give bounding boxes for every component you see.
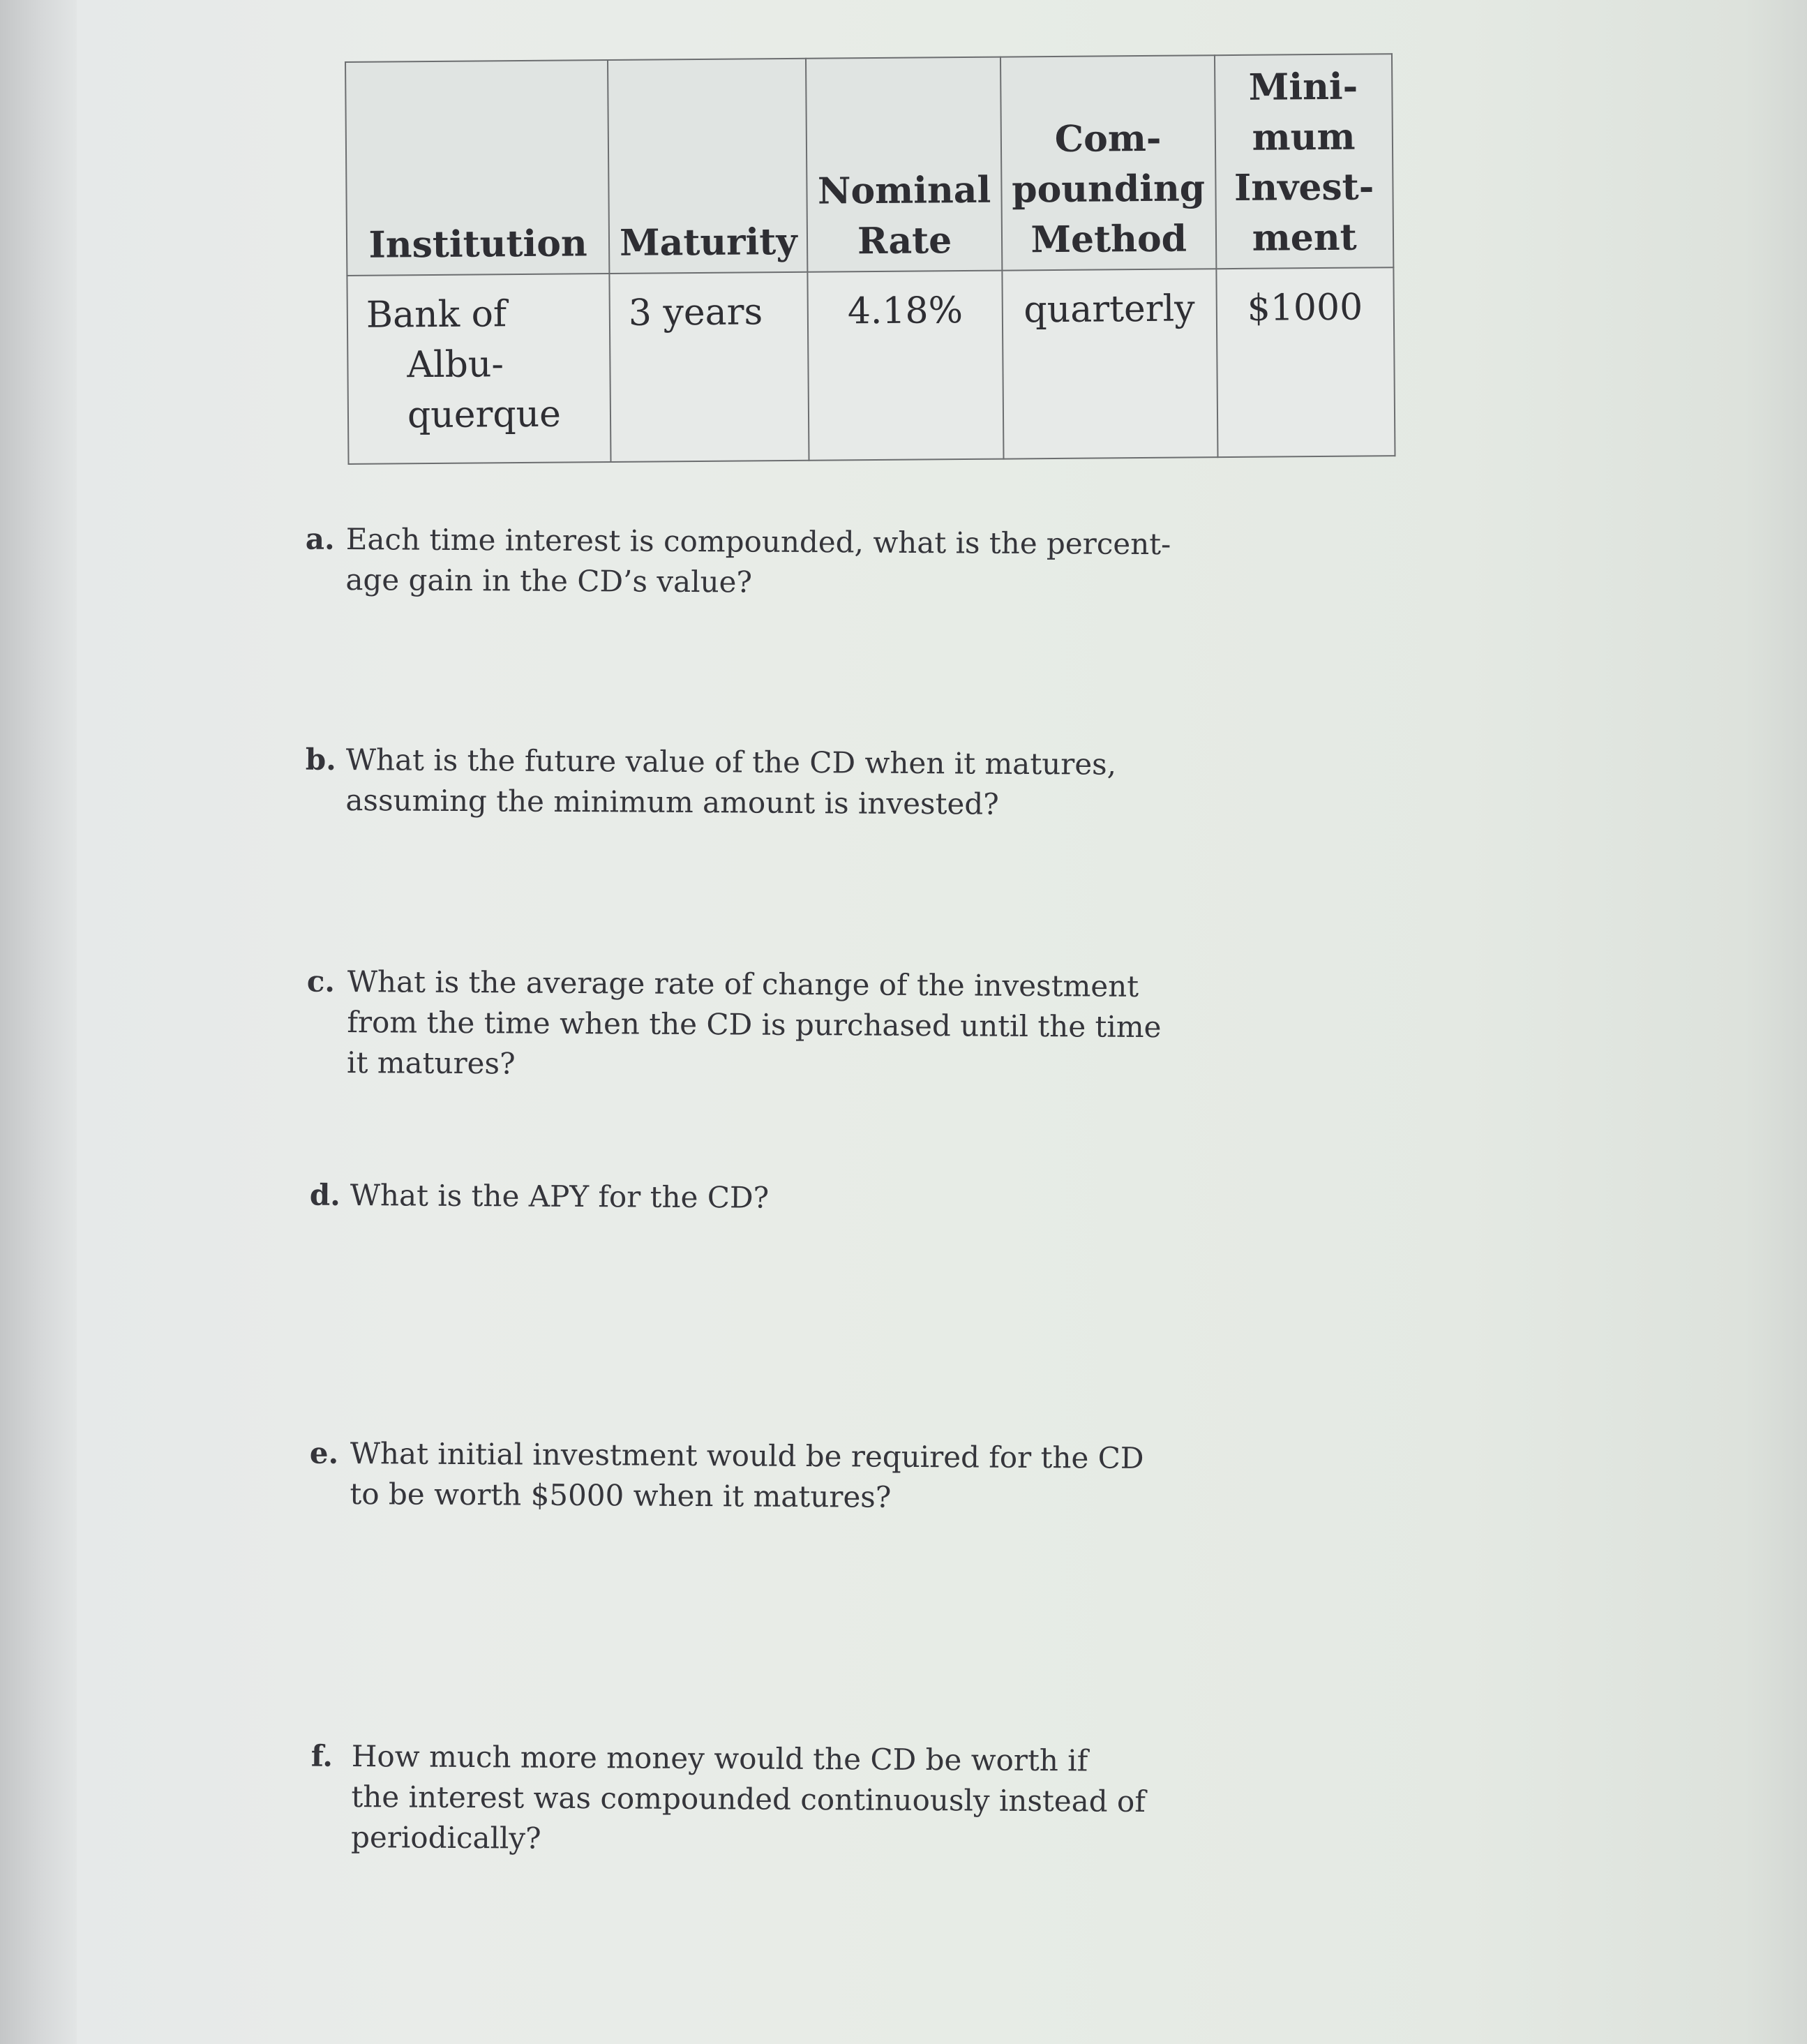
question-f-line-1: How much more money would the CD be worth if xyxy=(351,1739,1088,1778)
cell-maturity xyxy=(609,272,809,462)
header-compounding-line-1: Com- xyxy=(1054,117,1162,161)
question-e-letter: e. xyxy=(309,1435,339,1470)
header-maturity-line-1: Maturity xyxy=(619,220,797,264)
cell-institution-line-1: Bank of xyxy=(366,293,507,336)
question-c-line-3: it matures? xyxy=(346,1045,516,1081)
header-institution-line-1: Institution xyxy=(368,222,587,267)
cell-institution-line-2: Albu- xyxy=(407,343,504,387)
cd-table xyxy=(345,53,1395,465)
header-maturity xyxy=(608,59,808,274)
cell-compounding-method xyxy=(1002,269,1217,458)
header-nominal-rate xyxy=(806,57,1002,272)
question-c-letter: c. xyxy=(306,964,336,999)
question-a-line-1: Each time interest is compounded, what is the percent- xyxy=(345,521,1171,562)
question-c-line-1: What is the average rate of change of the investment xyxy=(347,964,1139,1004)
question-b xyxy=(305,740,1204,826)
question-b-line-1: What is the future value of the CD when it matures, xyxy=(345,742,1117,782)
cell-nominal-rate-value: 4.18% xyxy=(847,290,964,333)
question-f-line-3: periodically? xyxy=(350,1819,541,1856)
question-b-letter: b. xyxy=(305,742,336,777)
question-d-letter: d. xyxy=(309,1177,340,1212)
cell-maturity-value: 3 years xyxy=(628,291,763,334)
header-minimum-line-1: Mini- xyxy=(1248,65,1358,109)
cell-minimum-investment xyxy=(1216,267,1395,457)
cell-minimum-value: $1000 xyxy=(1247,286,1363,329)
question-e-line-1: What initial investment would be required for the CD xyxy=(350,1436,1144,1475)
table-row xyxy=(347,267,1395,464)
cell-institution-line-3: querque xyxy=(407,393,562,437)
header-minimum-line-4: ment xyxy=(1252,216,1357,260)
table-header-row xyxy=(345,54,1393,276)
header-compounding-method xyxy=(1000,55,1216,270)
question-d-line-1: What is the APY for the CD? xyxy=(350,1177,770,1215)
cell-nominal-rate xyxy=(808,271,1003,461)
question-c-line-2: from the time when the CD is purchased until the time xyxy=(347,1004,1162,1045)
header-minimum-investment xyxy=(1215,54,1393,269)
question-a xyxy=(305,519,1204,606)
header-compounding-line-2: pounding xyxy=(1011,167,1206,211)
question-a-line-2: age gain in the CD’s value? xyxy=(345,562,753,599)
question-f-line-2: the interest was compounded continuously instead of xyxy=(351,1779,1146,1819)
page-edge-shadow xyxy=(0,0,77,2044)
question-f-letter: f. xyxy=(310,1738,333,1773)
question-e xyxy=(309,1433,1208,1520)
header-minimum-line-3: Invest- xyxy=(1234,165,1374,209)
question-d xyxy=(309,1175,1208,1221)
header-institution xyxy=(345,60,609,276)
header-compounding-line-3: Method xyxy=(1030,217,1187,262)
question-a-letter: a. xyxy=(305,521,335,556)
question-e-line-2: to be worth $5000 when it matures? xyxy=(350,1476,892,1514)
header-nominal-rate-line-1: Nominal xyxy=(817,168,991,213)
question-c xyxy=(306,962,1206,1089)
question-b-line-2: assuming the minimum amount is invested? xyxy=(345,782,999,821)
cell-institution xyxy=(347,274,610,464)
cell-compounding-value: quarterly xyxy=(1024,288,1195,331)
header-nominal-rate-line-2: Rate xyxy=(857,219,952,263)
worksheet-page xyxy=(77,0,1807,2044)
header-minimum-line-2: mum xyxy=(1252,115,1356,159)
question-f xyxy=(310,1736,1210,1863)
